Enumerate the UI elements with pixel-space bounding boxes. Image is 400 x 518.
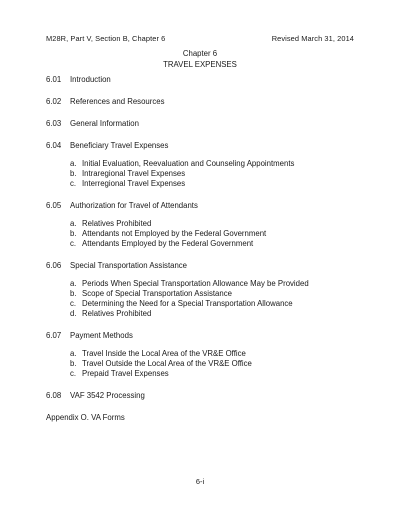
subsection-letter: c. bbox=[70, 179, 77, 188]
section-title: Authorization for Travel of Attendants bbox=[70, 201, 198, 210]
toc-section bbox=[46, 330, 366, 379]
page-footer bbox=[0, 477, 400, 486]
subsection-letter: a. bbox=[70, 349, 77, 358]
toc-subsection bbox=[70, 279, 366, 289]
toc-section bbox=[46, 200, 366, 249]
section-title: Payment Methods bbox=[70, 331, 133, 340]
toc-section-line bbox=[46, 330, 366, 341]
subsection-letter: a. bbox=[70, 159, 77, 168]
toc-subsection bbox=[70, 309, 366, 319]
toc-subsection bbox=[70, 239, 366, 249]
subsection-letter: c. bbox=[70, 299, 77, 308]
section-number: 6.06 bbox=[46, 261, 62, 270]
subsection-title: Scope of Special Transportation Assistance bbox=[82, 289, 232, 298]
subsection-title: Travel Inside the Local Area of the VR&E Office bbox=[82, 349, 246, 358]
section-number: 6.03 bbox=[46, 119, 62, 128]
section-title: General Information bbox=[70, 119, 139, 128]
subsection-letter: b. bbox=[70, 359, 77, 368]
toc-subsection bbox=[70, 179, 366, 189]
toc-subsection bbox=[70, 169, 366, 179]
toc-section-line bbox=[46, 390, 366, 401]
toc-subsection bbox=[70, 219, 366, 229]
toc-subsection bbox=[70, 359, 366, 369]
toc-section-line bbox=[46, 96, 366, 107]
subsection-letter: d. bbox=[70, 309, 77, 318]
toc-section bbox=[46, 74, 366, 85]
toc-subsection bbox=[70, 349, 366, 359]
subsection-letter: a. bbox=[70, 219, 77, 228]
toc-subsection bbox=[70, 159, 366, 169]
subsection-title: Travel Outside the Local Area of the VR&E Office bbox=[82, 359, 252, 368]
subsection-letter: a. bbox=[70, 279, 77, 288]
chapter-title-block bbox=[0, 49, 400, 70]
section-number: 6.08 bbox=[46, 391, 62, 400]
toc-subsection-list bbox=[70, 159, 366, 189]
section-title: Introduction bbox=[70, 75, 111, 84]
toc-subsection-list bbox=[70, 219, 366, 249]
section-title: Special Transportation Assistance bbox=[70, 261, 188, 270]
section-number: 6.05 bbox=[46, 201, 62, 210]
subsection-title: Attendants Employed by the Federal Government bbox=[82, 239, 254, 248]
subsection-title: Initial Evaluation, Reevaluation and Counseling Appointments bbox=[82, 159, 295, 168]
toc-section-line bbox=[46, 260, 366, 271]
subsection-title: Relatives Prohibited bbox=[82, 309, 152, 318]
subsection-title: Prepaid Travel Expenses bbox=[82, 369, 169, 378]
subsection-letter: c. bbox=[70, 239, 77, 248]
subsection-letter: b. bbox=[70, 289, 77, 298]
page-number: 6-i bbox=[195, 477, 205, 486]
section-title: Beneficiary Travel Expenses bbox=[70, 141, 169, 150]
section-number: 6.04 bbox=[46, 141, 62, 150]
toc-appendix: Appendix O. VA Forms bbox=[46, 413, 125, 422]
toc-subsection-list bbox=[70, 349, 366, 379]
toc-section bbox=[46, 260, 366, 319]
section-number: 6.07 bbox=[46, 331, 62, 340]
toc-section-line bbox=[46, 200, 366, 211]
header-left: M28R, Part V, Section B, Chapter 6 bbox=[46, 33, 166, 43]
subsection-title: Intraregional Travel Expenses bbox=[82, 169, 186, 178]
chapter-title: TRAVEL EXPENSES bbox=[163, 59, 237, 69]
subsection-letter: c. bbox=[70, 369, 77, 378]
toc-section bbox=[46, 390, 366, 401]
toc-subsection bbox=[70, 369, 366, 379]
toc-section-line bbox=[46, 74, 366, 85]
section-number: 6.01 bbox=[46, 75, 62, 84]
header-right: Revised March 31, 2014 bbox=[271, 33, 354, 43]
toc-subsection bbox=[70, 289, 366, 299]
toc-section bbox=[46, 118, 366, 129]
section-title: References and Resources bbox=[70, 97, 165, 106]
subsection-title: Attendants not Employed by the Federal Government bbox=[82, 229, 267, 238]
subsection-title: Relatives Prohibited bbox=[82, 219, 152, 228]
toc-section-line bbox=[46, 118, 366, 129]
chapter-number: Chapter 6 bbox=[182, 49, 218, 58]
toc-section-line bbox=[46, 140, 366, 151]
toc-section bbox=[46, 140, 366, 189]
subsection-letter: b. bbox=[70, 169, 77, 178]
subsection-letter: b. bbox=[70, 229, 77, 238]
subsection-title: Interregional Travel Expenses bbox=[82, 179, 186, 188]
toc-subsection-list bbox=[70, 279, 366, 319]
toc-subsection bbox=[70, 299, 366, 309]
subsection-title: Periods When Special Transportation Allowance May be Provided bbox=[82, 279, 309, 288]
page-header bbox=[46, 32, 354, 44]
section-number: 6.02 bbox=[46, 97, 62, 106]
toc-section bbox=[46, 96, 366, 107]
section-title: VAF 3542 Processing bbox=[70, 391, 145, 400]
toc-subsection bbox=[70, 229, 366, 239]
subsection-title: Determining the Need for a Special Transportation Allowance bbox=[82, 299, 293, 308]
table-of-contents bbox=[46, 74, 366, 423]
